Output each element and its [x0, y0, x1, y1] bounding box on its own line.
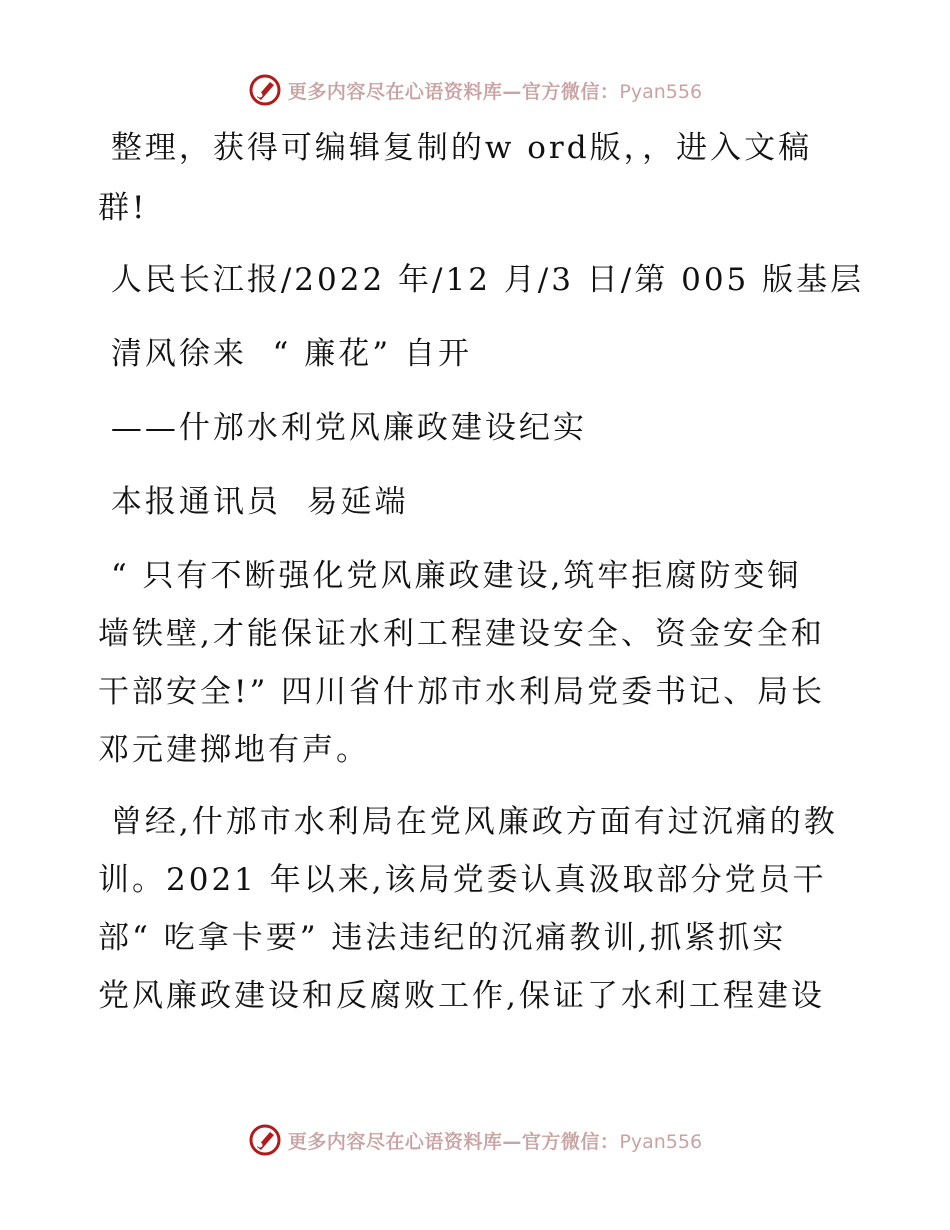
text-line: 人民长江报/2022 年/12 月/3 日/第 005 版基层 [98, 262, 865, 298]
text-line: 邓元建掷地有声。 [98, 732, 370, 768]
text-line: 党风廉政建设和反腐败工作,保证了水利工程建设 [98, 978, 825, 1014]
text-line: 清风徐来 “ 廉花” 自开 [98, 336, 472, 372]
text-line: 曾经,什邡市水利局在党风廉政方面有过沉痛的教 [98, 804, 838, 840]
text-line: ——什邡水利党风廉政建设纪实 [98, 410, 587, 446]
text-line: 墙铁壁,才能保证水利工程建设安全、资金安全和 [98, 616, 825, 652]
text-line: 训。2021 年以来,该局党委认真汲取部分党员干 [98, 862, 827, 898]
header-watermark [0, 70, 950, 110]
footer-watermark [0, 1120, 950, 1160]
text-line: 部“ 吃拿卡要” 违法违纪的沉痛教训,抓紧抓实 [98, 920, 787, 956]
text-line: 干部安全!” 四川省什邡市水利局党委书记、局长 [98, 674, 826, 710]
text-line: 整理，获得可编辑复制的w ord版，，进入文稿 [98, 130, 813, 166]
text-line: 本报通讯员 易延端 [98, 484, 409, 520]
watermark-text: 更多内容尽在心语资料库—官方微信：Pyan556 [287, 1130, 703, 1153]
text-line: 群! [98, 190, 148, 226]
brush-logo-icon [248, 1123, 282, 1157]
watermark-text: 更多内容尽在心语资料库—官方微信：Pyan556 [287, 80, 703, 103]
brush-logo-icon [248, 73, 282, 107]
text-line: “ 只有不断强化党风廉政建设,筑牢拒腐防变铜 [98, 558, 802, 594]
